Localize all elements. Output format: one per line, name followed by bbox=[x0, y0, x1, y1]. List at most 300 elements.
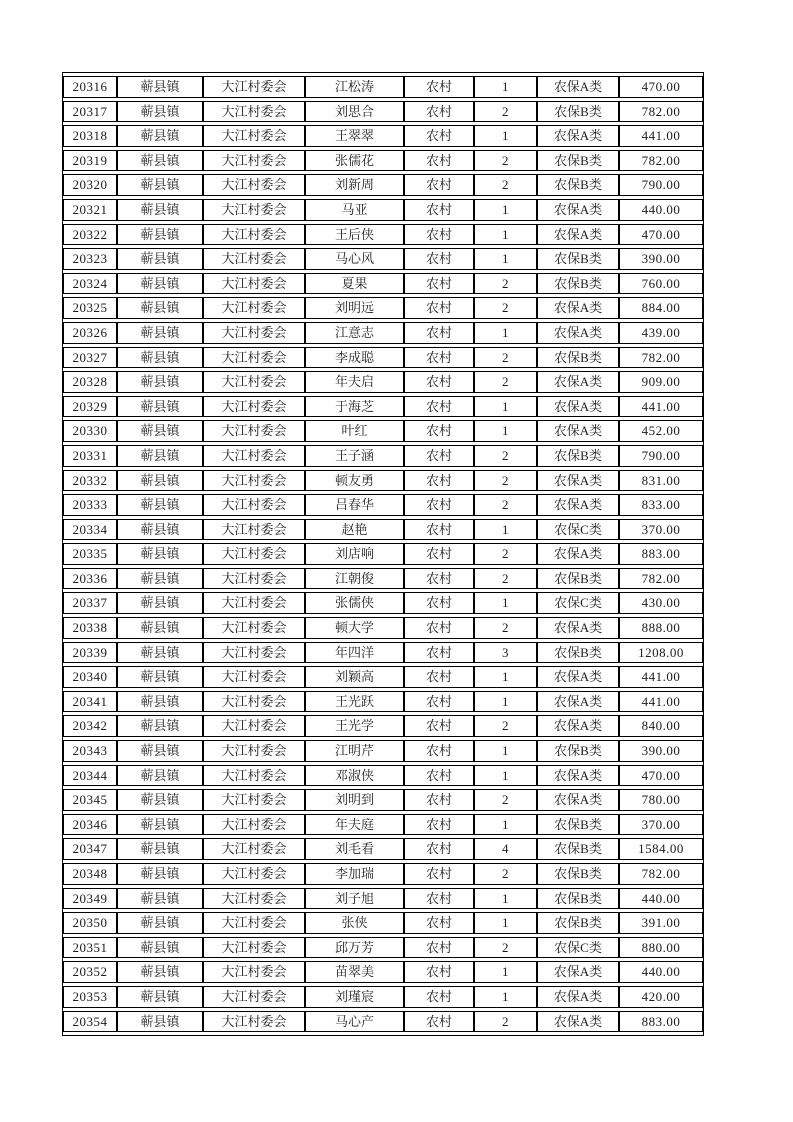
cell-town: 蕲县镇 bbox=[117, 494, 203, 516]
cell-town: 蕲县镇 bbox=[117, 592, 203, 614]
table-row bbox=[63, 273, 703, 295]
table-row bbox=[63, 174, 703, 196]
cell-person-count: 2 bbox=[474, 371, 537, 393]
cell-person-count: 2 bbox=[474, 347, 537, 369]
cell-person-name: 江朝俊 bbox=[305, 568, 404, 590]
cell-residence-type: 农村 bbox=[404, 740, 474, 762]
cell-insurance-category: 农保A类 bbox=[537, 691, 619, 713]
cell-village: 大江村委会 bbox=[203, 568, 305, 590]
cell-insurance-category: 农保B类 bbox=[537, 863, 619, 885]
cell-record-id: 20323 bbox=[63, 248, 117, 270]
cell-town: 蕲县镇 bbox=[117, 986, 203, 1008]
cell-residence-type: 农村 bbox=[404, 1011, 474, 1033]
cell-amount: 420.00 bbox=[619, 986, 703, 1008]
cell-town: 蕲县镇 bbox=[117, 371, 203, 393]
cell-insurance-category: 农保A类 bbox=[537, 125, 619, 147]
cell-town: 蕲县镇 bbox=[117, 691, 203, 713]
cell-residence-type: 农村 bbox=[404, 273, 474, 295]
cell-person-name: 马心产 bbox=[305, 1011, 404, 1033]
cell-village: 大江村委会 bbox=[203, 297, 305, 319]
cell-village: 大江村委会 bbox=[203, 396, 305, 418]
cell-amount: 370.00 bbox=[619, 519, 703, 541]
cell-record-id: 20333 bbox=[63, 494, 117, 516]
cell-record-id: 20349 bbox=[63, 888, 117, 910]
cell-record-id: 20344 bbox=[63, 765, 117, 787]
cell-insurance-category: 农保B类 bbox=[537, 912, 619, 934]
cell-insurance-category: 农保B类 bbox=[537, 568, 619, 590]
cell-person-name: 刘店响 bbox=[305, 543, 404, 565]
cell-record-id: 20321 bbox=[63, 199, 117, 221]
cell-town: 蕲县镇 bbox=[117, 420, 203, 442]
cell-town: 蕲县镇 bbox=[117, 248, 203, 270]
cell-amount: 790.00 bbox=[619, 445, 703, 467]
table-row bbox=[63, 568, 703, 590]
cell-person-count: 1 bbox=[474, 396, 537, 418]
cell-person-name: 江松涛 bbox=[305, 76, 404, 98]
table-row bbox=[63, 297, 703, 319]
cell-insurance-category: 农保A类 bbox=[537, 986, 619, 1008]
table-row bbox=[63, 396, 703, 418]
cell-person-name: 吕春华 bbox=[305, 494, 404, 516]
cell-person-count: 1 bbox=[474, 125, 537, 147]
cell-amount: 470.00 bbox=[619, 76, 703, 98]
cell-record-id: 20318 bbox=[63, 125, 117, 147]
cell-record-id: 20329 bbox=[63, 396, 117, 418]
cell-amount: 441.00 bbox=[619, 666, 703, 688]
cell-residence-type: 农村 bbox=[404, 420, 474, 442]
cell-village: 大江村委会 bbox=[203, 691, 305, 713]
cell-insurance-category: 农保B类 bbox=[537, 347, 619, 369]
table-row bbox=[63, 986, 703, 1008]
cell-person-name: 王光学 bbox=[305, 715, 404, 737]
records-table bbox=[62, 72, 704, 1036]
cell-person-count: 1 bbox=[474, 224, 537, 246]
cell-village: 大江村委会 bbox=[203, 248, 305, 270]
cell-insurance-category: 农保A类 bbox=[537, 961, 619, 983]
cell-person-name: 王翠翠 bbox=[305, 125, 404, 147]
cell-amount: 884.00 bbox=[619, 297, 703, 319]
cell-person-count: 2 bbox=[474, 617, 537, 639]
cell-village: 大江村委会 bbox=[203, 322, 305, 344]
cell-residence-type: 农村 bbox=[404, 715, 474, 737]
cell-insurance-category: 农保A类 bbox=[537, 765, 619, 787]
cell-person-count: 1 bbox=[474, 986, 537, 1008]
cell-insurance-category: 农保B类 bbox=[537, 248, 619, 270]
cell-person-name: 张儒花 bbox=[305, 150, 404, 172]
table-row bbox=[63, 642, 703, 664]
cell-record-id: 20316 bbox=[63, 76, 117, 98]
cell-residence-type: 农村 bbox=[404, 592, 474, 614]
cell-person-name: 王后侠 bbox=[305, 224, 404, 246]
table-row bbox=[63, 691, 703, 713]
cell-person-name: 江明芹 bbox=[305, 740, 404, 762]
cell-record-id: 20338 bbox=[63, 617, 117, 639]
cell-insurance-category: 农保B类 bbox=[537, 445, 619, 467]
table-row bbox=[63, 888, 703, 910]
cell-residence-type: 农村 bbox=[404, 961, 474, 983]
cell-town: 蕲县镇 bbox=[117, 445, 203, 467]
cell-village: 大江村委会 bbox=[203, 937, 305, 959]
table-row bbox=[63, 765, 703, 787]
cell-town: 蕲县镇 bbox=[117, 863, 203, 885]
table-row bbox=[63, 789, 703, 811]
cell-village: 大江村委会 bbox=[203, 543, 305, 565]
cell-village: 大江村委会 bbox=[203, 715, 305, 737]
cell-person-name: 李成聪 bbox=[305, 347, 404, 369]
cell-town: 蕲县镇 bbox=[117, 740, 203, 762]
cell-village: 大江村委会 bbox=[203, 199, 305, 221]
cell-person-count: 2 bbox=[474, 543, 537, 565]
cell-person-name: 邓淑侠 bbox=[305, 765, 404, 787]
table-row bbox=[63, 445, 703, 467]
cell-residence-type: 农村 bbox=[404, 125, 474, 147]
cell-person-name: 刘思合 bbox=[305, 101, 404, 123]
cell-person-name: 夏果 bbox=[305, 273, 404, 295]
cell-residence-type: 农村 bbox=[404, 666, 474, 688]
cell-amount: 840.00 bbox=[619, 715, 703, 737]
cell-insurance-category: 农保A类 bbox=[537, 76, 619, 98]
cell-record-id: 20339 bbox=[63, 642, 117, 664]
cell-record-id: 20353 bbox=[63, 986, 117, 1008]
cell-amount: 441.00 bbox=[619, 125, 703, 147]
cell-person-count: 1 bbox=[474, 888, 537, 910]
cell-person-name: 顿友勇 bbox=[305, 470, 404, 492]
cell-person-name: 江意志 bbox=[305, 322, 404, 344]
cell-person-count: 2 bbox=[474, 789, 537, 811]
cell-record-id: 20347 bbox=[63, 838, 117, 860]
cell-amount: 782.00 bbox=[619, 568, 703, 590]
table-row bbox=[63, 912, 703, 934]
cell-person-name: 刘新周 bbox=[305, 174, 404, 196]
cell-person-count: 1 bbox=[474, 912, 537, 934]
table-row bbox=[63, 666, 703, 688]
cell-amount: 390.00 bbox=[619, 740, 703, 762]
cell-town: 蕲县镇 bbox=[117, 961, 203, 983]
cell-person-name: 李加瑞 bbox=[305, 863, 404, 885]
cell-amount: 888.00 bbox=[619, 617, 703, 639]
cell-town: 蕲县镇 bbox=[117, 470, 203, 492]
cell-person-name: 刘颖高 bbox=[305, 666, 404, 688]
cell-record-id: 20317 bbox=[63, 101, 117, 123]
cell-amount: 782.00 bbox=[619, 347, 703, 369]
cell-village: 大江村委会 bbox=[203, 273, 305, 295]
cell-town: 蕲县镇 bbox=[117, 765, 203, 787]
cell-town: 蕲县镇 bbox=[117, 199, 203, 221]
cell-insurance-category: 农保A类 bbox=[537, 666, 619, 688]
cell-residence-type: 农村 bbox=[404, 396, 474, 418]
cell-village: 大江村委会 bbox=[203, 838, 305, 860]
table-sheet bbox=[62, 72, 704, 1036]
cell-record-id: 20319 bbox=[63, 150, 117, 172]
cell-person-count: 2 bbox=[474, 937, 537, 959]
table-row bbox=[63, 199, 703, 221]
cell-person-count: 1 bbox=[474, 691, 537, 713]
cell-amount: 440.00 bbox=[619, 961, 703, 983]
cell-residence-type: 农村 bbox=[404, 297, 474, 319]
cell-town: 蕲县镇 bbox=[117, 224, 203, 246]
cell-residence-type: 农村 bbox=[404, 76, 474, 98]
cell-village: 大江村委会 bbox=[203, 224, 305, 246]
cell-record-id: 20340 bbox=[63, 666, 117, 688]
cell-residence-type: 农村 bbox=[404, 494, 474, 516]
cell-record-id: 20330 bbox=[63, 420, 117, 442]
cell-amount: 452.00 bbox=[619, 420, 703, 442]
cell-person-name: 顿大学 bbox=[305, 617, 404, 639]
cell-insurance-category: 农保B类 bbox=[537, 814, 619, 836]
cell-record-id: 20350 bbox=[63, 912, 117, 934]
cell-person-name: 刘子旭 bbox=[305, 888, 404, 910]
cell-person-name: 邱万芳 bbox=[305, 937, 404, 959]
cell-village: 大江村委会 bbox=[203, 666, 305, 688]
cell-village: 大江村委会 bbox=[203, 76, 305, 98]
cell-person-count: 2 bbox=[474, 568, 537, 590]
cell-person-name: 叶红 bbox=[305, 420, 404, 442]
table-row bbox=[63, 248, 703, 270]
table-row bbox=[63, 76, 703, 98]
table-row bbox=[63, 224, 703, 246]
cell-person-count: 1 bbox=[474, 76, 537, 98]
cell-person-count: 2 bbox=[474, 1011, 537, 1033]
cell-person-count: 1 bbox=[474, 519, 537, 541]
cell-insurance-category: 农保B类 bbox=[537, 740, 619, 762]
cell-person-count: 1 bbox=[474, 592, 537, 614]
table-row bbox=[63, 347, 703, 369]
cell-insurance-category: 农保B类 bbox=[537, 888, 619, 910]
cell-person-count: 4 bbox=[474, 838, 537, 860]
cell-village: 大江村委会 bbox=[203, 961, 305, 983]
cell-village: 大江村委会 bbox=[203, 174, 305, 196]
table-row bbox=[63, 715, 703, 737]
cell-village: 大江村委会 bbox=[203, 371, 305, 393]
cell-residence-type: 农村 bbox=[404, 470, 474, 492]
cell-village: 大江村委会 bbox=[203, 617, 305, 639]
cell-person-count: 2 bbox=[474, 445, 537, 467]
cell-person-name: 刘明到 bbox=[305, 789, 404, 811]
cell-village: 大江村委会 bbox=[203, 888, 305, 910]
cell-record-id: 20354 bbox=[63, 1011, 117, 1033]
cell-insurance-category: 农保A类 bbox=[537, 789, 619, 811]
cell-person-count: 1 bbox=[474, 199, 537, 221]
cell-town: 蕲县镇 bbox=[117, 347, 203, 369]
cell-town: 蕲县镇 bbox=[117, 76, 203, 98]
cell-residence-type: 农村 bbox=[404, 986, 474, 1008]
cell-insurance-category: 农保B类 bbox=[537, 838, 619, 860]
cell-village: 大江村委会 bbox=[203, 1011, 305, 1033]
cell-amount: 831.00 bbox=[619, 470, 703, 492]
cell-town: 蕲县镇 bbox=[117, 642, 203, 664]
cell-village: 大江村委会 bbox=[203, 592, 305, 614]
cell-residence-type: 农村 bbox=[404, 912, 474, 934]
cell-town: 蕲县镇 bbox=[117, 297, 203, 319]
cell-person-name: 年夫庭 bbox=[305, 814, 404, 836]
cell-town: 蕲县镇 bbox=[117, 568, 203, 590]
cell-amount: 760.00 bbox=[619, 273, 703, 295]
cell-residence-type: 农村 bbox=[404, 174, 474, 196]
cell-insurance-category: 农保A类 bbox=[537, 396, 619, 418]
cell-insurance-category: 农保A类 bbox=[537, 420, 619, 442]
cell-insurance-category: 农保A类 bbox=[537, 543, 619, 565]
cell-insurance-category: 农保A类 bbox=[537, 224, 619, 246]
cell-town: 蕲县镇 bbox=[117, 125, 203, 147]
cell-village: 大江村委会 bbox=[203, 150, 305, 172]
cell-residence-type: 农村 bbox=[404, 347, 474, 369]
table-row bbox=[63, 101, 703, 123]
cell-amount: 909.00 bbox=[619, 371, 703, 393]
cell-amount: 441.00 bbox=[619, 396, 703, 418]
cell-insurance-category: 农保A类 bbox=[537, 199, 619, 221]
cell-residence-type: 农村 bbox=[404, 937, 474, 959]
cell-insurance-category: 农保B类 bbox=[537, 150, 619, 172]
cell-residence-type: 农村 bbox=[404, 617, 474, 639]
cell-residence-type: 农村 bbox=[404, 371, 474, 393]
cell-insurance-category: 农保C类 bbox=[537, 519, 619, 541]
cell-record-id: 20331 bbox=[63, 445, 117, 467]
cell-residence-type: 农村 bbox=[404, 789, 474, 811]
cell-person-name: 王子涵 bbox=[305, 445, 404, 467]
cell-village: 大江村委会 bbox=[203, 740, 305, 762]
cell-amount: 1208.00 bbox=[619, 642, 703, 664]
cell-person-name: 苗翠美 bbox=[305, 961, 404, 983]
cell-residence-type: 农村 bbox=[404, 543, 474, 565]
table-row bbox=[63, 125, 703, 147]
cell-record-id: 20324 bbox=[63, 273, 117, 295]
cell-amount: 390.00 bbox=[619, 248, 703, 270]
cell-amount: 430.00 bbox=[619, 592, 703, 614]
cell-person-count: 1 bbox=[474, 420, 537, 442]
cell-person-count: 2 bbox=[474, 297, 537, 319]
cell-amount: 880.00 bbox=[619, 937, 703, 959]
cell-amount: 440.00 bbox=[619, 199, 703, 221]
cell-person-count: 1 bbox=[474, 814, 537, 836]
cell-record-id: 20345 bbox=[63, 789, 117, 811]
cell-record-id: 20320 bbox=[63, 174, 117, 196]
table-row bbox=[63, 1011, 703, 1033]
cell-residence-type: 农村 bbox=[404, 691, 474, 713]
table-row bbox=[63, 961, 703, 983]
cell-residence-type: 农村 bbox=[404, 322, 474, 344]
cell-insurance-category: 农保C类 bbox=[537, 937, 619, 959]
cell-residence-type: 农村 bbox=[404, 445, 474, 467]
cell-person-name: 年四洋 bbox=[305, 642, 404, 664]
cell-person-count: 2 bbox=[474, 174, 537, 196]
cell-record-id: 20341 bbox=[63, 691, 117, 713]
cell-town: 蕲县镇 bbox=[117, 937, 203, 959]
cell-insurance-category: 农保A类 bbox=[537, 715, 619, 737]
cell-record-id: 20325 bbox=[63, 297, 117, 319]
cell-amount: 1584.00 bbox=[619, 838, 703, 860]
cell-person-count: 2 bbox=[474, 715, 537, 737]
table-row bbox=[63, 494, 703, 516]
cell-residence-type: 农村 bbox=[404, 150, 474, 172]
cell-residence-type: 农村 bbox=[404, 101, 474, 123]
cell-person-count: 1 bbox=[474, 740, 537, 762]
cell-record-id: 20334 bbox=[63, 519, 117, 541]
cell-person-count: 1 bbox=[474, 961, 537, 983]
table-row bbox=[63, 519, 703, 541]
table-row bbox=[63, 740, 703, 762]
cell-person-count: 2 bbox=[474, 150, 537, 172]
cell-town: 蕲县镇 bbox=[117, 101, 203, 123]
cell-residence-type: 农村 bbox=[404, 519, 474, 541]
cell-person-name: 马亚 bbox=[305, 199, 404, 221]
cell-residence-type: 农村 bbox=[404, 224, 474, 246]
cell-person-name: 赵艳 bbox=[305, 519, 404, 541]
table-row bbox=[63, 592, 703, 614]
cell-person-name: 张儒侠 bbox=[305, 592, 404, 614]
cell-record-id: 20343 bbox=[63, 740, 117, 762]
cell-person-count: 2 bbox=[474, 863, 537, 885]
cell-town: 蕲县镇 bbox=[117, 543, 203, 565]
cell-amount: 439.00 bbox=[619, 322, 703, 344]
records-table-body bbox=[63, 76, 703, 1032]
cell-record-id: 20326 bbox=[63, 322, 117, 344]
cell-record-id: 20342 bbox=[63, 715, 117, 737]
cell-person-name: 刘毛看 bbox=[305, 838, 404, 860]
cell-person-name: 于海芝 bbox=[305, 396, 404, 418]
table-row bbox=[63, 322, 703, 344]
cell-village: 大江村委会 bbox=[203, 420, 305, 442]
table-row bbox=[63, 150, 703, 172]
cell-residence-type: 农村 bbox=[404, 814, 474, 836]
cell-person-name: 刘瑾宸 bbox=[305, 986, 404, 1008]
cell-town: 蕲县镇 bbox=[117, 888, 203, 910]
cell-record-id: 20327 bbox=[63, 347, 117, 369]
cell-person-count: 3 bbox=[474, 642, 537, 664]
cell-person-name: 年夫启 bbox=[305, 371, 404, 393]
cell-amount: 440.00 bbox=[619, 888, 703, 910]
cell-record-id: 20352 bbox=[63, 961, 117, 983]
cell-residence-type: 农村 bbox=[404, 765, 474, 787]
cell-town: 蕲县镇 bbox=[117, 814, 203, 836]
cell-amount: 470.00 bbox=[619, 224, 703, 246]
cell-village: 大江村委会 bbox=[203, 445, 305, 467]
table-row bbox=[63, 838, 703, 860]
cell-village: 大江村委会 bbox=[203, 101, 305, 123]
cell-village: 大江村委会 bbox=[203, 986, 305, 1008]
cell-town: 蕲县镇 bbox=[117, 273, 203, 295]
cell-person-count: 2 bbox=[474, 470, 537, 492]
cell-record-id: 20337 bbox=[63, 592, 117, 614]
cell-insurance-category: 农保A类 bbox=[537, 371, 619, 393]
cell-person-name: 张侠 bbox=[305, 912, 404, 934]
cell-village: 大江村委会 bbox=[203, 125, 305, 147]
cell-person-count: 2 bbox=[474, 494, 537, 516]
table-row bbox=[63, 543, 703, 565]
cell-insurance-category: 农保A类 bbox=[537, 494, 619, 516]
cell-person-name: 刘明远 bbox=[305, 297, 404, 319]
cell-record-id: 20346 bbox=[63, 814, 117, 836]
cell-town: 蕲县镇 bbox=[117, 666, 203, 688]
cell-person-count: 1 bbox=[474, 322, 537, 344]
table-row bbox=[63, 420, 703, 442]
cell-village: 大江村委会 bbox=[203, 470, 305, 492]
cell-amount: 782.00 bbox=[619, 101, 703, 123]
cell-record-id: 20328 bbox=[63, 371, 117, 393]
cell-person-count: 2 bbox=[474, 273, 537, 295]
cell-amount: 782.00 bbox=[619, 150, 703, 172]
cell-record-id: 20336 bbox=[63, 568, 117, 590]
cell-record-id: 20335 bbox=[63, 543, 117, 565]
cell-town: 蕲县镇 bbox=[117, 789, 203, 811]
cell-person-name: 王光跃 bbox=[305, 691, 404, 713]
cell-town: 蕲县镇 bbox=[117, 617, 203, 639]
cell-town: 蕲县镇 bbox=[117, 715, 203, 737]
cell-record-id: 20351 bbox=[63, 937, 117, 959]
cell-insurance-category: 农保B类 bbox=[537, 642, 619, 664]
cell-town: 蕲县镇 bbox=[117, 912, 203, 934]
cell-village: 大江村委会 bbox=[203, 642, 305, 664]
cell-insurance-category: 农保A类 bbox=[537, 1011, 619, 1033]
